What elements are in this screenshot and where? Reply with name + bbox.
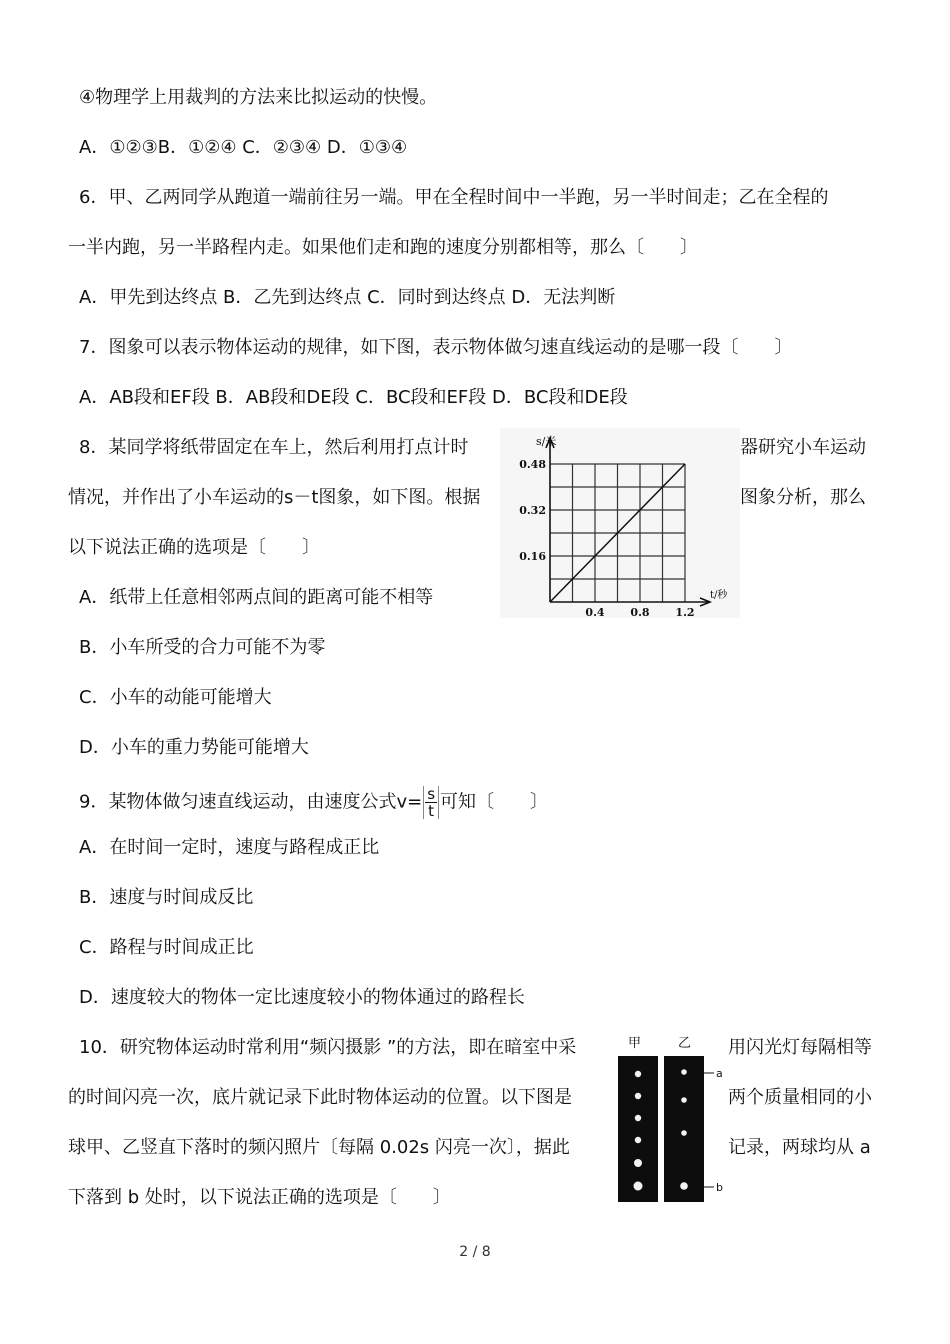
- q8-stem-line1-left: 8．某同学将纸带固定在车上，然后利用打点计时: [79, 437, 469, 458]
- x-tick-label: 1.2: [675, 606, 695, 618]
- q6-stem-line2: 一半内跑，另一半路程内走。如果他们走和跑的速度分别都相等，那么〔 〕: [68, 237, 698, 258]
- ball-yi: [680, 1182, 688, 1190]
- y-axis-label: s/米: [536, 435, 557, 448]
- q9-stem-pre: 9．某物体做匀速直线运动，由速度公式v=: [79, 791, 423, 813]
- fraction-numerator: s: [427, 785, 436, 803]
- q8-stem-line2-left: 情况，并作出了小车运动的s－t图象，如下图。根据: [68, 487, 481, 508]
- mark-a: a: [716, 1067, 723, 1080]
- q8-stem-line3: 以下说法正确的选项是〔 〕: [68, 537, 320, 558]
- q7-stem: 7．图象可以表示物体运动的规律，如下图，表示物体做匀速直线运动的是哪一段〔 〕: [79, 337, 793, 358]
- label-jia: 甲: [628, 1036, 642, 1051]
- q9-stem: [79, 786, 548, 819]
- q8-option-d: D．小车的重力势能可能增大: [79, 737, 309, 758]
- q6-options: A．甲先到达终点 B．乙先到达终点 C．同时到达终点 D．无法判断: [79, 287, 616, 308]
- line-statement-4: ④物理学上用裁判的方法来比拟运动的快慢。: [79, 87, 438, 108]
- strobe-photo-figure: [614, 1030, 728, 1208]
- y-tick-label: 0.32: [519, 504, 546, 517]
- q10-stem-line1-right: 用闪光灯每隔相等: [728, 1037, 872, 1058]
- ball-jia: [635, 1137, 641, 1143]
- q10-stem-line2-left: 的时间闪亮一次，底片就记录下此时物体运动的位置。以下图是: [68, 1087, 572, 1108]
- q8-option-c: C．小车的动能可能增大: [79, 687, 272, 708]
- q8-stem-line2-right: 图象分析，那么: [740, 487, 866, 508]
- q6-stem-line1: 6．甲、乙两同学从跑道一端前往另一端。甲在全程时间中一半跑，另一半时间走；乙在全程的: [79, 187, 829, 208]
- film-strip-yi: [664, 1056, 704, 1202]
- q10-stem-line3-right: 记录，两球均从 a: [728, 1137, 871, 1158]
- line-options-q5: A．①②③B．①②④ C．②③④ D．①③④: [79, 137, 408, 158]
- ball-yi: [681, 1097, 687, 1103]
- q10-stem-line2-right: 两个质量相同的小: [728, 1087, 872, 1108]
- mark-b: b: [716, 1181, 723, 1194]
- ball-jia: [635, 1115, 641, 1121]
- ball-jia: [634, 1182, 643, 1191]
- x-axis-label: t/秒: [710, 590, 728, 601]
- x-tick-label: 0.8: [630, 606, 650, 618]
- q9-option-b: B．速度与时间成反比: [79, 887, 254, 908]
- q9-option-c: C．路程与时间成正比: [79, 937, 254, 958]
- st-graph-figure: [500, 428, 740, 618]
- q10-stem-line3-left: 球甲、乙竖直下落时的频闪照片〔每隔 0.02s 闪亮一次〕，据此: [68, 1137, 570, 1158]
- ball-yi: [681, 1069, 687, 1075]
- q10-stem-line4: 下落到 b 处时，以下说法正确的选项是〔 〕: [68, 1187, 451, 1208]
- q8-stem-line1-right: 器研究小车运动: [740, 437, 866, 458]
- y-tick-label: 0.48: [519, 458, 546, 471]
- ball-yi: [681, 1130, 687, 1136]
- ball-jia: [635, 1093, 641, 1099]
- fraction-denominator: t: [428, 802, 435, 820]
- label-yi: 乙: [678, 1036, 692, 1051]
- q8-option-b: B．小车所受的合力可能不为零: [79, 637, 326, 658]
- ball-jia: [634, 1159, 642, 1167]
- q7-options: A．AB段和EF段 B．AB段和DE段 C．BC段和EF段 D．BC段和DE段: [79, 387, 628, 408]
- ball-jia: [635, 1071, 641, 1077]
- q9-option-d: D．速度较大的物体一定比速度较小的物体通过的路程长: [79, 987, 525, 1008]
- q9-stem-post: 可知〔 〕: [440, 791, 549, 813]
- x-tick-label: 0.4: [585, 606, 605, 618]
- q10-stem-line1-left: 10．研究物体运动时常利用“频闪摄影 ”的方法，即在暗室中采: [79, 1037, 577, 1058]
- velocity-fraction: [423, 786, 439, 819]
- film-strip-jia: [618, 1056, 658, 1202]
- y-tick-label: 0.16: [519, 550, 546, 563]
- page-number: 2 / 8: [459, 1244, 491, 1260]
- q9-option-a: A．在时间一定时，速度与路程成正比: [79, 837, 380, 858]
- q8-option-a: A．纸带上任意相邻两点间的距离可能不相等: [79, 587, 434, 608]
